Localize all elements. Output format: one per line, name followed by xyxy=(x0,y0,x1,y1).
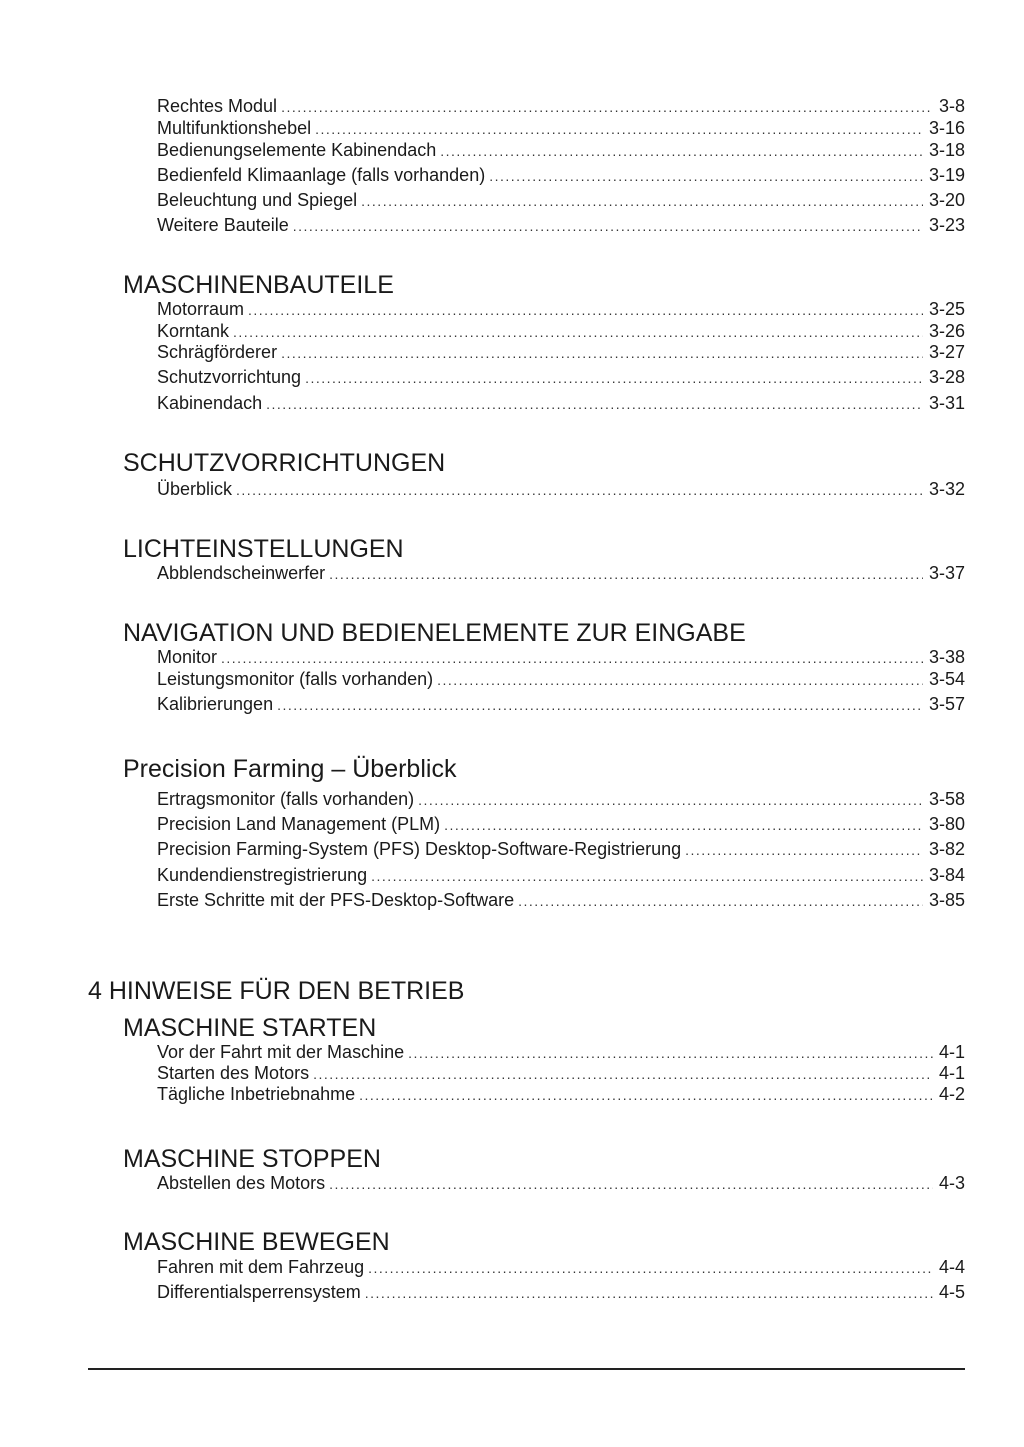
toc-entry-weitere-bauteile[interactable] xyxy=(157,214,965,236)
chapter-heading-4: 4 HINWEISE FÜR DEN BETRIEB xyxy=(88,977,465,1005)
toc-entry-kabinendach[interactable] xyxy=(157,392,965,414)
toc-entry-abstellen-des-motors[interactable] xyxy=(157,1172,965,1194)
toc-entry-title: Korntank xyxy=(157,321,230,341)
dot-leader xyxy=(359,1084,933,1106)
toc-entry-page: 4-1 xyxy=(938,1063,965,1083)
toc-entry-page: 4-3 xyxy=(938,1173,965,1193)
toc-entry-motorraum[interactable] xyxy=(157,298,965,320)
toc-entry-title: Ertragsmonitor (falls vorhanden) xyxy=(157,789,415,809)
toc-entry-schutzvorrichtung[interactable] xyxy=(157,366,965,388)
dot-leader xyxy=(293,215,923,237)
dot-leader xyxy=(248,299,923,321)
toc-entry-title: Fahren mit dem Fahrzeug xyxy=(157,1257,365,1277)
dot-leader xyxy=(408,1042,933,1064)
toc-entry-monitor[interactable] xyxy=(157,646,965,668)
toc-entry-kalibrierungen[interactable] xyxy=(157,693,965,715)
toc-entry-page: 3-32 xyxy=(928,479,965,499)
toc-entry-title: Kabinendach xyxy=(157,393,263,413)
toc-entry-title: Kundendienstregistrierung xyxy=(157,865,368,885)
toc-entry-page: 4-4 xyxy=(938,1257,965,1277)
toc-entry-page: 3-20 xyxy=(928,190,965,210)
section-heading-lichteinstellungen: LICHTEINSTELLUNGEN xyxy=(123,535,404,563)
toc-entry-page: 3-28 xyxy=(928,367,965,387)
toc-entry-page: 4-1 xyxy=(938,1042,965,1062)
dot-leader xyxy=(329,563,923,585)
toc-entry-title: Motorraum xyxy=(157,299,245,319)
toc-entry-title: Abstellen des Motors xyxy=(157,1173,326,1193)
toc-entry-title: Weitere Bauteile xyxy=(157,215,289,235)
section-heading-maschinenbauteile: MASCHINENBAUTEILE xyxy=(123,271,394,299)
section-heading-precision-farming: Precision Farming – Überblick xyxy=(123,755,457,783)
dot-leader xyxy=(281,96,933,118)
toc-entry-differentialsperrensystem[interactable] xyxy=(157,1281,965,1303)
dot-leader xyxy=(277,694,923,716)
dot-leader xyxy=(440,140,923,162)
toc-entry-page: 3-26 xyxy=(928,321,965,341)
section-heading-navigation: NAVIGATION UND BEDIENELEMENTE ZUR EINGABE xyxy=(123,619,746,647)
section-heading-maschine-bewegen: MASCHINE BEWEGEN xyxy=(123,1228,390,1256)
toc-entry-title: Schrägförderer xyxy=(157,342,278,362)
toc-entry-erste-schritte[interactable] xyxy=(157,889,965,911)
toc-entry-title: Precision Land Management (PLM) xyxy=(157,814,441,834)
toc-entry-page: 4-5 xyxy=(938,1282,965,1302)
toc-entry-page: 3-37 xyxy=(928,563,965,583)
toc-entry-ertragsmonitor[interactable] xyxy=(157,788,965,810)
dot-leader xyxy=(418,789,923,811)
toc-entry-page: 3-27 xyxy=(928,342,965,362)
section-heading-schutzvorrichtungen: SCHUTZVORRICHTUNGEN xyxy=(123,449,446,477)
toc-entry-page: 3-57 xyxy=(928,694,965,714)
dot-leader xyxy=(368,1257,933,1279)
dot-leader xyxy=(444,814,923,836)
toc-entry-bedienungselemente-kabinendach[interactable] xyxy=(157,139,965,161)
toc-entry-korntank[interactable] xyxy=(157,320,965,342)
toc-entry-page: 3-82 xyxy=(928,839,965,859)
section-heading-maschine-stoppen: MASCHINE STOPPEN xyxy=(123,1145,381,1173)
toc-entry-abblendscheinwerfer[interactable] xyxy=(157,562,965,584)
toc-entry-title: Bedienungselemente Kabinendach xyxy=(157,140,437,160)
toc-entry-page: 3-58 xyxy=(928,789,965,809)
toc-entry-title: Beleuchtung und Spiegel xyxy=(157,190,358,210)
toc-entry-page: 4-2 xyxy=(938,1084,965,1104)
dot-leader xyxy=(313,1063,933,1085)
toc-entry-page: 3-25 xyxy=(928,299,965,319)
toc-entry-title: Leistungsmonitor (falls vorhanden) xyxy=(157,669,434,689)
toc-entry-bedienfeld-klimaanlage[interactable] xyxy=(157,164,965,186)
toc-entry-page: 3-54 xyxy=(928,669,965,689)
section-heading-maschine-starten: MASCHINE STARTEN xyxy=(123,1014,377,1042)
toc-entry-fahren-mit-dem-fahrzeug[interactable] xyxy=(157,1256,965,1278)
toc-entry-page: 3-80 xyxy=(928,814,965,834)
toc-entry-page: 3-38 xyxy=(928,647,965,667)
toc-entry-title: Rechtes Modul xyxy=(157,96,278,116)
dot-leader xyxy=(221,647,923,669)
toc-entry-starten-des-motors[interactable] xyxy=(157,1062,965,1084)
toc-entry-title: Abblendscheinwerfer xyxy=(157,563,326,583)
toc-entry-kundendienstregistrierung[interactable] xyxy=(157,864,965,886)
toc-entry-page: 3-23 xyxy=(928,215,965,235)
toc-entry-title: Vor der Fahrt mit der Maschine xyxy=(157,1042,405,1062)
toc-entry-page: 3-84 xyxy=(928,865,965,885)
dot-leader xyxy=(305,367,923,389)
toc-entry-title: Multifunktionshebel xyxy=(157,118,312,138)
toc-entry-title: Starten des Motors xyxy=(157,1063,310,1083)
dot-leader xyxy=(489,165,923,187)
dot-leader xyxy=(266,393,923,415)
toc-entry-title: Bedienfeld Klimaanlage (falls vorhanden) xyxy=(157,165,486,185)
dot-leader xyxy=(437,669,923,691)
toc-entry-title: Kalibrierungen xyxy=(157,694,274,714)
toc-entry-rechtes-modul[interactable] xyxy=(157,95,965,117)
dot-leader xyxy=(315,118,923,140)
toc-entry-page: 3-8 xyxy=(938,96,965,116)
dot-leader xyxy=(236,479,923,501)
toc-entry-vor-der-fahrt[interactable] xyxy=(157,1041,965,1063)
dot-leader xyxy=(685,839,923,861)
toc-entry-multifunktionshebel[interactable] xyxy=(157,117,965,139)
toc-entry-page: 3-19 xyxy=(928,165,965,185)
toc-entry-page: 3-31 xyxy=(928,393,965,413)
toc-entry-title: Monitor xyxy=(157,647,218,667)
footer-rule xyxy=(88,1368,965,1370)
toc-entry-beleuchtung-spiegel[interactable] xyxy=(157,189,965,211)
toc-entry-taegliche-inbetriebnahme[interactable] xyxy=(157,1083,965,1105)
toc-entry-page: 3-16 xyxy=(928,118,965,138)
toc-entry-title: Differentialsperrensystem xyxy=(157,1282,361,1302)
toc-entry-title: Tägliche Inbetriebnahme xyxy=(157,1084,356,1104)
toc-entry-schraegfoerderer[interactable] xyxy=(157,341,965,363)
toc-entry-title: Überblick xyxy=(157,479,233,499)
toc-entry-leistungsmonitor[interactable] xyxy=(157,668,965,690)
toc-entry-pfs-registrierung[interactable] xyxy=(157,838,965,860)
toc-entry-title: Precision Farming-System (PFS) Desktop-Software-Registrierung xyxy=(157,839,682,859)
toc-entry-plm[interactable] xyxy=(157,813,965,835)
toc-entry-title: Erste Schritte mit der PFS-Desktop-Software xyxy=(157,890,515,910)
toc-entry-title: Schutzvorrichtung xyxy=(157,367,302,387)
dot-leader xyxy=(371,865,923,887)
dot-leader xyxy=(361,190,923,212)
dot-leader xyxy=(329,1173,933,1195)
dot-leader xyxy=(281,342,923,364)
toc-entry-page: 3-18 xyxy=(928,140,965,160)
toc-entry-ueberblick[interactable] xyxy=(157,478,965,500)
toc-entry-page: 3-85 xyxy=(928,890,965,910)
dot-leader xyxy=(365,1282,933,1304)
dot-leader xyxy=(518,890,923,912)
dot-leader xyxy=(233,321,923,343)
